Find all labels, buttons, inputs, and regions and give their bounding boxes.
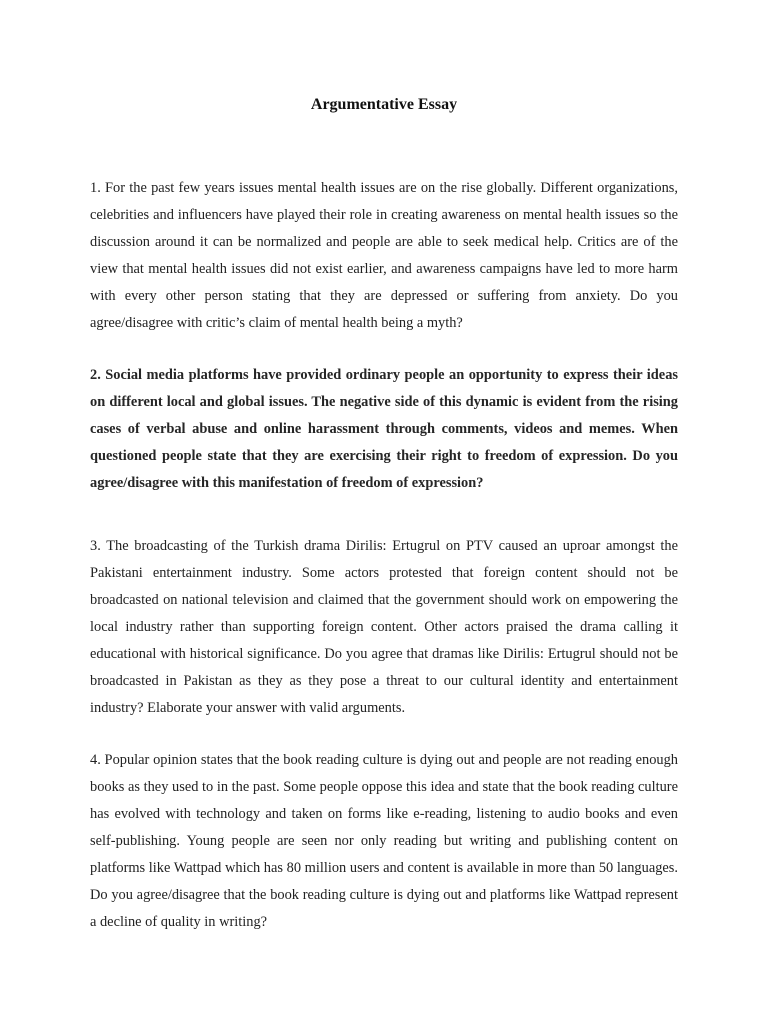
essay-prompt-1: 1. For the past few years issues mental health issues are on the rise globally. Different organizations, celebrities and influencers have played their role in creating awareness on mental health issues so the discussion around it can be normalized and people are able to seek medical help. Critics are of the view that mental health issues did not exist earlier, and awareness campaigns have led to more harm with every other person stating that they are depressed or suffering from anxiety. Do you agree/disagree with critic’s claim of mental health being a myth? bbox=[90, 180, 678, 331]
essay-prompt-4: 4. Popular opinion states that the book reading culture is dying out and people are not reading enough books as they used to in the past. Some people oppose this idea and state that the book reading culture has evolved with technology and taken on forms like e-reading, listening to audio books and even self-publishing. Young people are seen nor only reading but writing and publishing content on platforms like Wattpad which has 80 million users and content is available in more than 50 languages. Do you agree/disagree that the book reading culture is dying out and platforms like Wattpad represent a decline of quality in writing? bbox=[90, 752, 678, 930]
document-title: Argumentative Essay bbox=[310, 96, 458, 113]
essay-prompt-2: 2. Social media platforms have provided ordinary people an opportunity to express their ideas on different local and global issues. The negative side of this dynamic is evident from the rising cases of verbal abuse and online harassment through comments, videos and memes. When questioned people state that they are exercising their right to freedom of expression. Do you agree/disagree with this manifestation of freedom of expression? bbox=[90, 367, 678, 491]
essay-prompt-3: 3. The broadcasting of the Turkish drama Dirilis: Ertugrul on PTV caused an uproar amongst the Pakistani entertainment industry. Some actors protested that foreign content should not be broadcasted on national television and claimed that the government should work on empowering the local industry rather than supporting foreign content. Other actors praised the drama calling it educational with historical significance. Do you agree that dramas like Dirilis: Ertugrul should not be broadcasted in Pakistan as they as they pose a threat to our cultural identity and entertainment industry? Elaborate your answer with valid arguments. bbox=[90, 538, 678, 716]
